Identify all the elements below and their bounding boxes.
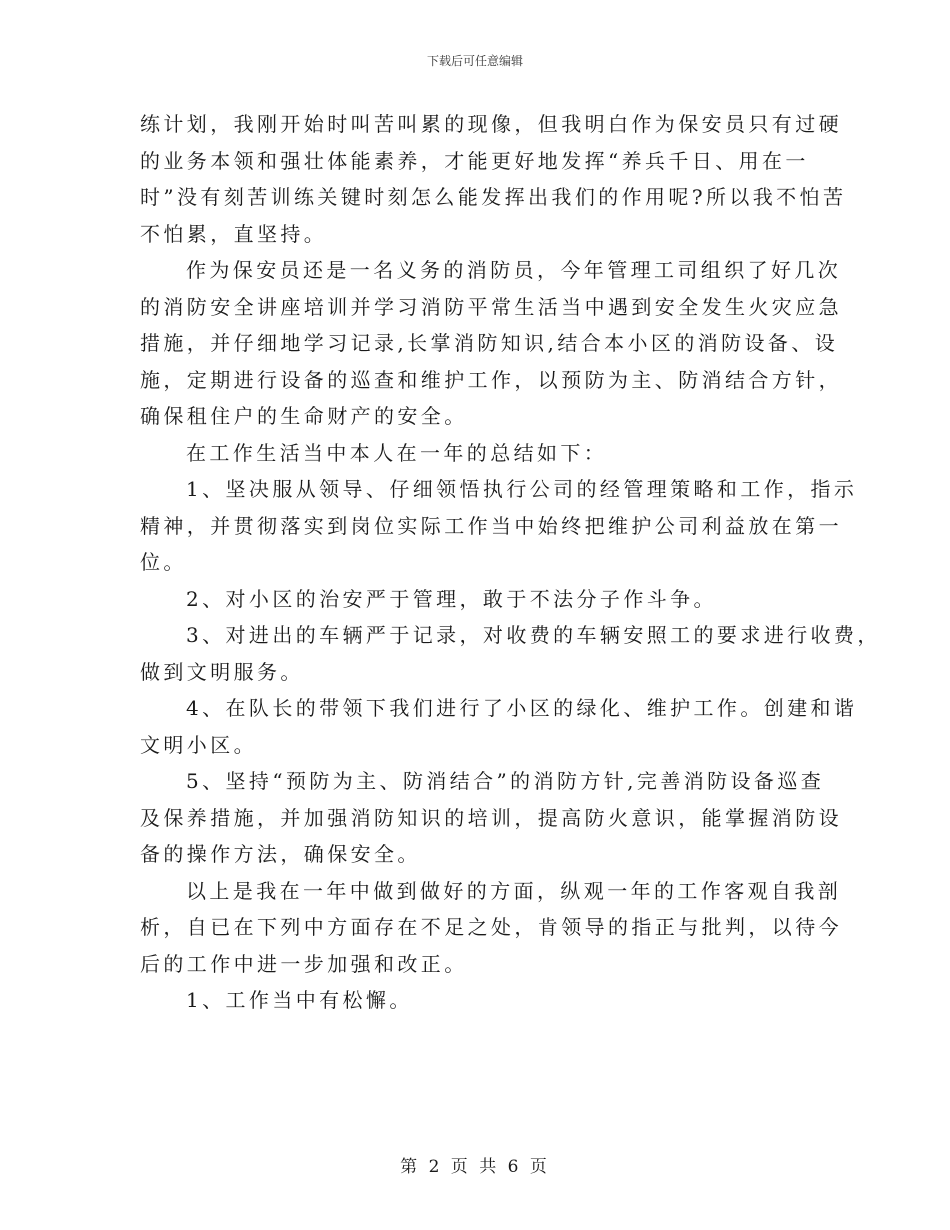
text-line: 作为保安员还是一名义务的消防员，今年管理工司组织了好几次 [186, 258, 842, 282]
paragraph-training-continuation [140, 106, 847, 252]
text-line: 施，定期进行设备的巡查和维护工作，以预防为主、防消结合方针， [140, 367, 842, 392]
text-line: 做到文明服务。 [140, 659, 304, 684]
paragraph-fire-safety [140, 252, 842, 435]
list-item-5 [140, 763, 842, 873]
list-item-1 [140, 471, 858, 581]
list-item-4 [140, 690, 858, 763]
paragraph-summary-intro [140, 435, 800, 472]
list-item-2 [140, 581, 800, 618]
text-line: 后的工作中进一步加强和改正。 [140, 951, 468, 976]
text-line: 时”没有刻苦训练关键时刻怎么能发挥出我们的作用呢?所以我不怕苦 [140, 185, 847, 209]
text-line: 4、在队长的带领下我们进行了小区的绿化、维护工作。创建和谐 [186, 696, 858, 720]
shortcoming-item-1 [140, 982, 800, 1019]
text-line: 的业务本领和强壮体能素养，才能更好地发挥“养兵千日、用在一 [140, 148, 809, 173]
text-line: 的消防安全讲座培训并学习消防平常生活当中遇到安全发生火灾应急 [140, 294, 842, 319]
text-line: 以上是我在一年中做到做好的方面，纵观一年的工作客观自我剖 [186, 878, 842, 903]
text-line: 5、坚持“预防为主、防消结合”的消防方针,完善消防设备巡查 [186, 769, 825, 793]
text-line: 析，自已在下列中方面存在不足之处，肯领导的指正与批判，以待今 [140, 915, 842, 939]
text-line: 备的操作方法，确保安全。 [140, 842, 421, 866]
paragraph-self-analysis [140, 873, 842, 983]
text-line: 措施，并仔细地学习记录,长掌消防知识,结合本小区的消防设备、设 [140, 331, 839, 355]
text-line: 练计划，我刚开始时叫苦叫累的现像，但我明白作为保安员只有过硬 [140, 112, 842, 136]
text-line: 文明小区。 [140, 732, 257, 757]
list-item-3 [140, 617, 881, 690]
text-line: 在工作生活当中本人在一年的总结如下： [186, 440, 608, 465]
text-line: 位。 [140, 550, 187, 574]
text-line: 及保养措施，并加强消防知识的培训，提高防火意识，能掌握消防设 [140, 805, 842, 830]
page-number-footer: 第 2 页 共 6 页 [400, 1157, 550, 1177]
page-header: 下载后可任意编辑 [426, 54, 523, 68]
text-line: 2、对小区的治安严于管理，敢于不法分子作斗争。 [186, 586, 717, 611]
text-line: 不怕累，直坚持。 [140, 221, 328, 246]
text-line: 1、坚决服从领导、仔细领悟执行公司的经管理策略和工作，指示 [186, 477, 858, 501]
text-line: 1、工作当中有松懈。 [186, 988, 413, 1012]
text-line: 确保租住户的生命财产的安全。 [140, 404, 468, 428]
text-line: 3、对进出的车辆严于记录，对收费的车辆安照工的要求进行收费， [186, 623, 881, 647]
text-line: 精神，并贯彻落实到岗位实际工作当中始终把维护公司利益放在第一 [140, 513, 842, 538]
document-body [140, 106, 881, 1019]
